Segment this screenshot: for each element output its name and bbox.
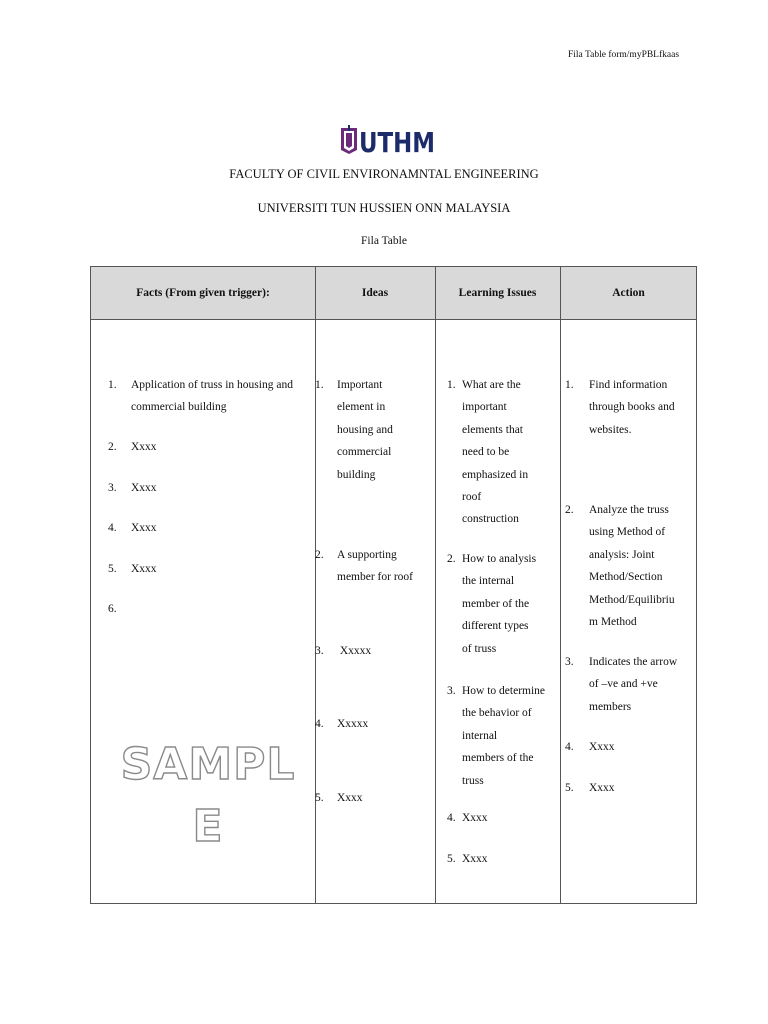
list-item-text: Xxxxx bbox=[337, 718, 369, 730]
header-learning-issues: Learning Issues bbox=[458, 287, 537, 299]
faculty-title: FACULTY OF CIVIL ENVIRONAMNTAL ENGINEERING bbox=[229, 167, 539, 181]
list-item-number: 1. bbox=[108, 379, 117, 391]
list-item-text: Xxxx bbox=[131, 563, 157, 575]
list-item-text: Xxxx bbox=[131, 441, 157, 453]
list-item-number: 4. bbox=[315, 718, 324, 730]
list-item-text: Xxxx bbox=[589, 782, 615, 794]
logo-text: UTHM bbox=[359, 126, 435, 159]
list-item-text: Xxxxx bbox=[337, 645, 372, 657]
list-item-text: How to determine the behavior of internal members of the truss bbox=[462, 685, 546, 787]
list-item-text: Find information through books and websites. bbox=[589, 379, 675, 436]
header-facts: Facts (From given trigger): bbox=[136, 287, 270, 299]
list-item-number: 2. bbox=[315, 549, 324, 561]
university-title: UNIVERSITI TUN HUSSIEN ONN MALAYSIA bbox=[257, 201, 511, 215]
watermark-text: SAMPL E bbox=[120, 739, 296, 852]
list-item-text: How to analysis the internal member of the different types of truss bbox=[462, 553, 537, 655]
list-item-text: Application of truss in housing and commercial building bbox=[131, 379, 293, 414]
header-ideas: Ideas bbox=[361, 287, 389, 299]
list-item-number: 5. bbox=[108, 563, 117, 575]
list-item-text: Xxxx bbox=[462, 812, 488, 824]
list-item-number: 4. bbox=[565, 741, 574, 753]
list-item-number: 3. bbox=[565, 656, 574, 668]
list-item-number: 1. bbox=[447, 379, 456, 391]
list-item-number: 2. bbox=[108, 441, 117, 453]
document-title: Fila Table bbox=[361, 235, 407, 247]
uthm-logo bbox=[339, 122, 439, 159]
list-item-text: Analyze the truss using Method of analysis: Joint Method/Section Method/Equilibriu m Method bbox=[589, 504, 675, 629]
list-item-number: 1. bbox=[315, 379, 324, 391]
list-item-number: 6. bbox=[108, 603, 117, 615]
list-item-text: What are the important elements that need to be emphasized in roof construction bbox=[462, 379, 529, 526]
list-item-number: 3. bbox=[315, 645, 324, 657]
list-item-text: Xxxx bbox=[589, 741, 615, 753]
list-item-number: 4. bbox=[447, 812, 456, 824]
header-action: Action bbox=[612, 287, 645, 299]
list-item-text: Xxxx bbox=[337, 792, 363, 804]
list-item-text: Xxxx bbox=[131, 482, 157, 494]
sample-watermark bbox=[118, 734, 298, 858]
list-item-text: Indicates the arrow of –ve and +ve members bbox=[589, 656, 678, 713]
list-item-number: 5. bbox=[447, 853, 456, 865]
crest-icon bbox=[341, 125, 357, 154]
list-item-number: 2. bbox=[565, 504, 574, 516]
list-item-text: Important element in housing and commercial building bbox=[337, 379, 393, 481]
list-item-number: 5. bbox=[315, 792, 324, 804]
list-item-text: Xxxx bbox=[131, 522, 157, 534]
list-item-number: 3. bbox=[108, 482, 117, 494]
header-note: Fila Table form/myPBLfkaas bbox=[568, 50, 680, 60]
list-item-number: 2. bbox=[447, 553, 456, 565]
list-item-number: 3. bbox=[447, 685, 456, 697]
list-item-number: 4. bbox=[108, 522, 117, 534]
list-item-number: 1. bbox=[565, 379, 574, 391]
list-item-number: 5. bbox=[565, 782, 574, 794]
list-item-text: Xxxx bbox=[462, 853, 488, 865]
list-item-text: A supporting member for roof bbox=[337, 549, 413, 584]
